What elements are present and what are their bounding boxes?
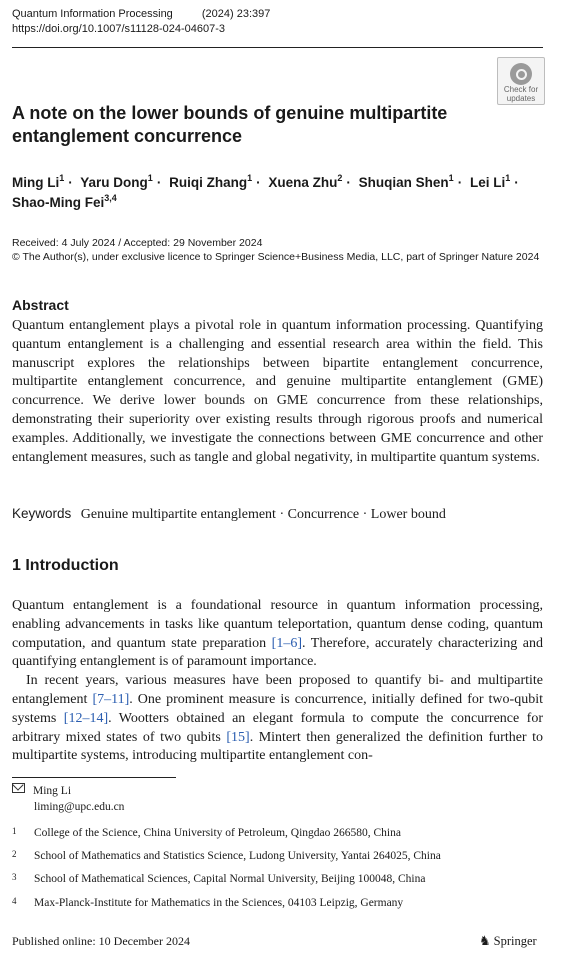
copyright-line: © The Author(s), under exclusive licence to Springer Science+Business Media, LLC, part of Springer Nature 2024 bbox=[12, 251, 540, 263]
published-online: Published online: 10 December 2024 bbox=[12, 934, 190, 948]
author-affil-ref: 3,4 bbox=[104, 193, 117, 203]
author-affil-ref: 1 bbox=[448, 173, 454, 183]
citation-link[interactable]: [15] bbox=[226, 729, 250, 745]
author-name[interactable]: Shao-Ming Fei bbox=[12, 195, 105, 210]
abstract-body: Quantum entanglement plays a pivotal role in quantum information processing. Quantifying quantum entanglement is a challenging and essential research area within the field. This manuscript explores the relationships between bipartite entanglement concurrence, multipartite entanglement concurrence, and genuine multipartite entanglement (GME) concurrence. We derive lower bounds on GME concurrence from these relationships, demonstrating their superiority over existing results through rigorous proofs and numerical examples. Additionally, we investigate the connections between GME concurrence and other entanglement measures, such as tangle and global negativity, in multipartite quantum systems. bbox=[12, 318, 543, 465]
running-header bbox=[12, 7, 543, 37]
author-name[interactable]: Xuena Zhu bbox=[268, 175, 338, 190]
journal-name: Quantum Information Processing bbox=[12, 8, 173, 20]
author-list: Ming $Li^1$ · Yaru Dong$^1$ · Ruiqi Zhang$^1$ · Xuena Zhu$^2$ · Shuqian Shen$^1$ · Lei $Li^1$ · Shao-Ming Fei$^{3,4}$ bbox=[12, 173, 519, 210]
author-affil-ref: 1 bbox=[147, 173, 153, 183]
received-accepted: Received: 4 July 2024 / Accepted: 29 November 2024 bbox=[12, 237, 263, 249]
envelope-icon bbox=[12, 783, 25, 793]
introduction-body bbox=[12, 597, 543, 766]
crossmark-icon bbox=[510, 63, 532, 85]
check-for-updates-badge[interactable] bbox=[497, 57, 545, 105]
paper-title: A note on the lower bounds of genuine multipartite entanglement concurrence bbox=[12, 103, 448, 146]
author-affil-ref: 1 bbox=[247, 173, 253, 183]
corresponding-email[interactable]: liming@upc.edu.cn bbox=[34, 801, 125, 813]
author-name[interactable]: Ming Li bbox=[12, 175, 60, 190]
affiliation-item: 4 Max-Planck-Institute for Mathematics in the Sciences, 04103 Leipzig, Germany bbox=[12, 895, 404, 909]
badge-line-2: updates bbox=[506, 94, 536, 103]
author-name[interactable]: Lei Li bbox=[469, 175, 506, 190]
keywords-list: Genuine multipartite entanglement · Concurrence · Lower bound bbox=[80, 507, 446, 522]
doi-link[interactable]: https://doi.org/10.1007/s11128-024-04607-3 bbox=[12, 23, 226, 35]
citation-link[interactable]: [1–6] bbox=[271, 635, 302, 651]
article-dates bbox=[12, 236, 552, 264]
affiliation-item: 2 School of Mathematics and Statistics Science, Ludong University, Yantai 264025, China bbox=[12, 849, 441, 863]
badge-line-1: Check for bbox=[503, 85, 539, 94]
paragraph: In recent years, various measures have been proposed to quantify bi- and multipartite entanglement [7–11]. One prominent measure is concurrence, initially defined for two-qubit systems [12–14]. Wootters obtained an elegant formula to compute the concurrence for arbitrary mixed states of two qubits [15]. Mintert then generalized the definition further to multipartite systems, introducing multipartite entanglement con- bbox=[12, 673, 544, 764]
keywords bbox=[12, 504, 543, 525]
corresponding-name: Ming Li bbox=[33, 785, 72, 797]
citation-link[interactable]: [12–14] bbox=[63, 710, 109, 726]
author-name[interactable]: Yaru Dong bbox=[80, 175, 148, 190]
section-heading: 1 Introduction bbox=[12, 557, 119, 574]
publisher-name: Springer bbox=[493, 934, 537, 948]
author-name[interactable]: Shuqian Shen bbox=[358, 175, 449, 190]
journal-citation: (2024) 23:397 bbox=[201, 8, 271, 20]
author-affil-ref: 1 bbox=[505, 173, 511, 183]
footnote-rule bbox=[12, 777, 176, 778]
abstract-heading: Abstract bbox=[12, 297, 69, 313]
affiliation-item: 3 School of Mathematical Sciences, Capital Normal University, Beijing 100048, China bbox=[12, 872, 426, 886]
citation-link[interactable]: [7–11] bbox=[92, 691, 130, 707]
header-rule bbox=[12, 47, 543, 48]
author-affil-ref: 1 bbox=[59, 173, 65, 183]
keywords-label: Keywords bbox=[12, 506, 72, 521]
affiliation-item: 1 College of the Science, China University of Petroleum, Qingdao 266580, China bbox=[12, 826, 401, 839]
affiliations bbox=[12, 826, 543, 919]
author-affil-ref: 2 bbox=[337, 173, 343, 183]
springer-horse-icon: ♞ bbox=[479, 933, 491, 948]
paragraph: Quantum entanglement is a foundational resource in quantum information processing, enabling advancements in tasks like quantum teleportation, quantum dense coding, quantum computation, and quantum state preparation [1–6]. Therefore, accurately characterizing and quantifying entanglement is of paramount importance. bbox=[12, 598, 543, 670]
publisher-logo bbox=[479, 933, 537, 949]
author-name[interactable]: Ruiqi Zhang bbox=[169, 175, 248, 190]
corresponding-author bbox=[12, 783, 124, 815]
